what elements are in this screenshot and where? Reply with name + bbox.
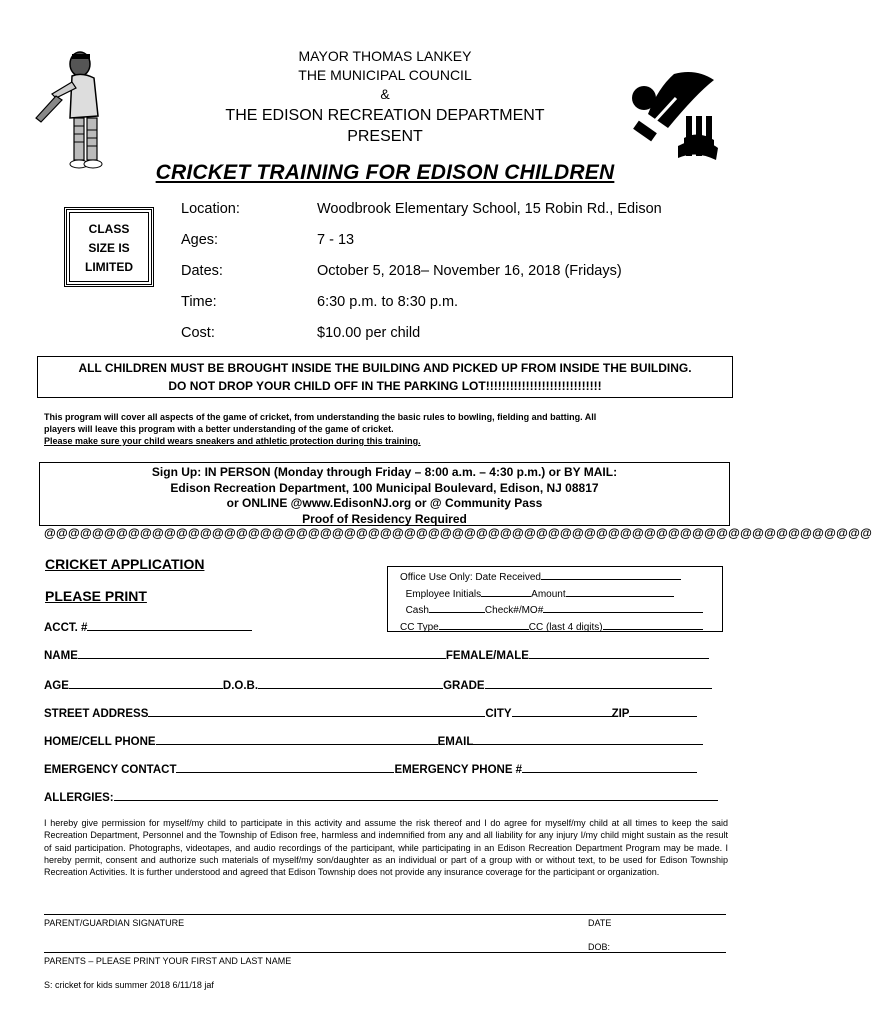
allergies-label: ALLERGIES: — [44, 792, 114, 804]
header-department: THE EDISON RECREATION DEPARTMENT — [225, 107, 545, 124]
street-input[interactable] — [148, 706, 485, 717]
address-row — [44, 706, 697, 720]
header-mayor: MAYOR THOMAS LANKEY — [298, 48, 472, 64]
warning-line1: ALL CHILDREN MUST BE BROUGHT INSIDE THE BUILDING AND PICKED UP FROM INSIDE THE BUILDING. — [78, 361, 692, 375]
grade-label: GRADE — [443, 680, 485, 692]
application-title: CRICKET APPLICATION — [45, 556, 205, 572]
email-input[interactable] — [473, 734, 703, 745]
header-ampersand: & — [380, 86, 390, 102]
print-name-label: PARENTS – PLEASE PRINT YOUR FIRST AND LAST NAME — [44, 956, 292, 966]
office-employee-initials: Employee Initials — [405, 588, 482, 600]
please-print: PLEASE PRINT — [45, 588, 147, 604]
emergency-contact-label: EMERGENCY CONTACT — [44, 764, 177, 776]
phone-label: HOME/CELL PHONE — [44, 736, 156, 748]
zip-input[interactable] — [629, 706, 697, 717]
location-label: Location: — [181, 201, 240, 217]
allergies-row — [44, 790, 718, 804]
office-cc-type: CC Type — [400, 621, 439, 633]
city-label: CITY — [485, 708, 512, 720]
office-check: Check#/MO# — [484, 605, 544, 616]
dates-value: October 5, 2018– November 16, 2018 (Fridays) — [317, 263, 622, 279]
acct-field[interactable] — [44, 620, 252, 634]
class-size-line2: SIZE IS — [88, 241, 130, 255]
phone-input[interactable] — [156, 734, 438, 745]
print-name-line[interactable] — [44, 952, 726, 953]
name-label: NAME — [44, 650, 78, 662]
emergency-phone-input[interactable] — [522, 762, 697, 773]
signup-box — [39, 462, 730, 526]
emergency-contact-input[interactable] — [176, 762, 394, 773]
signup-line3: or ONLINE @www.EdisonNJ.org or @ Community Pass — [226, 496, 543, 510]
signature-line[interactable] — [44, 914, 726, 915]
gender-input[interactable] — [529, 648, 709, 659]
header-council: THE MUNICIPAL COUNCIL — [298, 67, 472, 83]
dropoff-warning — [37, 356, 733, 398]
dates-label: Dates: — [181, 263, 223, 279]
warning-line2: DO NOT DROP YOUR CHILD OFF IN THE PARKING LOT!!!!!!!!!!!!!!!!!!!!!!!!!!!!! — [168, 379, 602, 393]
dob-input[interactable] — [258, 678, 443, 689]
email-label: EMAIL — [437, 736, 474, 748]
office-date-received: Office Use Only: Date Received — [400, 572, 541, 583]
name-input[interactable] — [78, 648, 446, 659]
city-input[interactable] — [512, 706, 612, 717]
signup-line2: Edison Recreation Department, 100 Municipal Boulevard, Edison, NJ 08817 — [170, 480, 599, 495]
zip-label: ZIP — [611, 708, 630, 720]
class-size-badge — [64, 207, 154, 287]
location-value: Woodbrook Elementary School, 15 Robin Rd., Edison — [317, 201, 662, 217]
acct-label: ACCT. # — [44, 622, 88, 634]
waiver-text: I hereby give permission for myself/my child to participate in this activity and assume the risk thereof and I do agree for myself/my child at all times to keep the said Recreation Department, Personnel and the Township of Edison free, harmless and indemnified from any and all liability for any injury I/my child might sustain as the result of said participation. Photographs, videotapes, and audio recordings of the participant, while participating in an Edison Recreation Department Program may be made. I hereby permit, consent and authorize such materials of myself/my son/daughter as an individual or part of a group with or without text, to be used for Edison Township Recreation Activities. It is further understood and agreed that Edison Township does not provide any insurance coverage for the participant or organization. — [44, 818, 728, 878]
allergies-input[interactable] — [114, 790, 718, 801]
time-value: 6:30 p.m. to 8:30 p.m. — [317, 294, 459, 310]
emergency-row — [44, 762, 697, 776]
signup-line4: Proof of Residency Required — [302, 511, 467, 526]
class-size-line1: CLASS — [88, 222, 130, 236]
ages-label: Ages: — [181, 232, 219, 248]
office-cash: Cash — [405, 605, 429, 616]
time-label: Time: — [181, 294, 217, 310]
header-present: PRESENT — [347, 128, 423, 145]
office-use-box — [387, 566, 723, 632]
street-label: STREET ADDRESS — [44, 708, 149, 720]
divider-line: @@@@@@@@@@@@@@@@@@@@@@@@@@@@@@@@@@@@@@@@@@@@@@@@@@@@@@@@@@@@@@@@@@@@@ — [44, 526, 872, 540]
age-input[interactable] — [69, 678, 223, 689]
office-amount: Amount — [531, 588, 566, 600]
cricket-batsman-illustration — [32, 44, 122, 174]
program-line1: This program will cover all aspects of the game of cricket, from understanding the basic rules to bowling, fielding and batting. All — [44, 412, 597, 422]
cost-label: Cost: — [181, 325, 215, 341]
dob-sig-label: DOB: — [588, 942, 611, 952]
contact-row — [44, 734, 703, 748]
office-cc-last4: CC (last 4 digits) — [528, 621, 603, 633]
ages-value: 7 - 13 — [317, 232, 355, 248]
program-line2: players will leave this program with a better understanding of the game of cricket. — [44, 424, 394, 434]
footer-reference: S: cricket for kids summer 2018 6/11/18 jaf — [44, 980, 214, 990]
cost-value: $10.00 per child — [317, 325, 421, 341]
signup-line1: Sign Up: IN PERSON (Monday through Friday – 8:00 a.m. – 4:30 p.m.) or BY MAIL: — [151, 465, 618, 479]
gender-label: FEMALE/MALE — [445, 650, 529, 662]
program-line3: Please make sure your child wears sneakers and athletic protection during this training. — [44, 436, 421, 446]
age-label: AGE — [44, 680, 69, 692]
age-row — [44, 678, 712, 692]
class-size-line3: LIMITED — [85, 260, 133, 274]
emergency-phone-label: EMERGENCY PHONE # — [394, 764, 523, 776]
name-row — [44, 648, 709, 662]
page-title: CRICKET TRAINING FOR EDISON CHILDREN — [155, 161, 615, 184]
parent-signature-label: PARENT/GUARDIAN SIGNATURE — [44, 918, 185, 928]
program-description — [44, 411, 734, 447]
acct-line[interactable] — [87, 620, 252, 631]
grade-input[interactable] — [485, 678, 712, 689]
dob-label: D.O.B. — [222, 680, 259, 692]
cricket-equipment-icon — [626, 68, 722, 164]
date-label: DATE — [588, 918, 612, 928]
